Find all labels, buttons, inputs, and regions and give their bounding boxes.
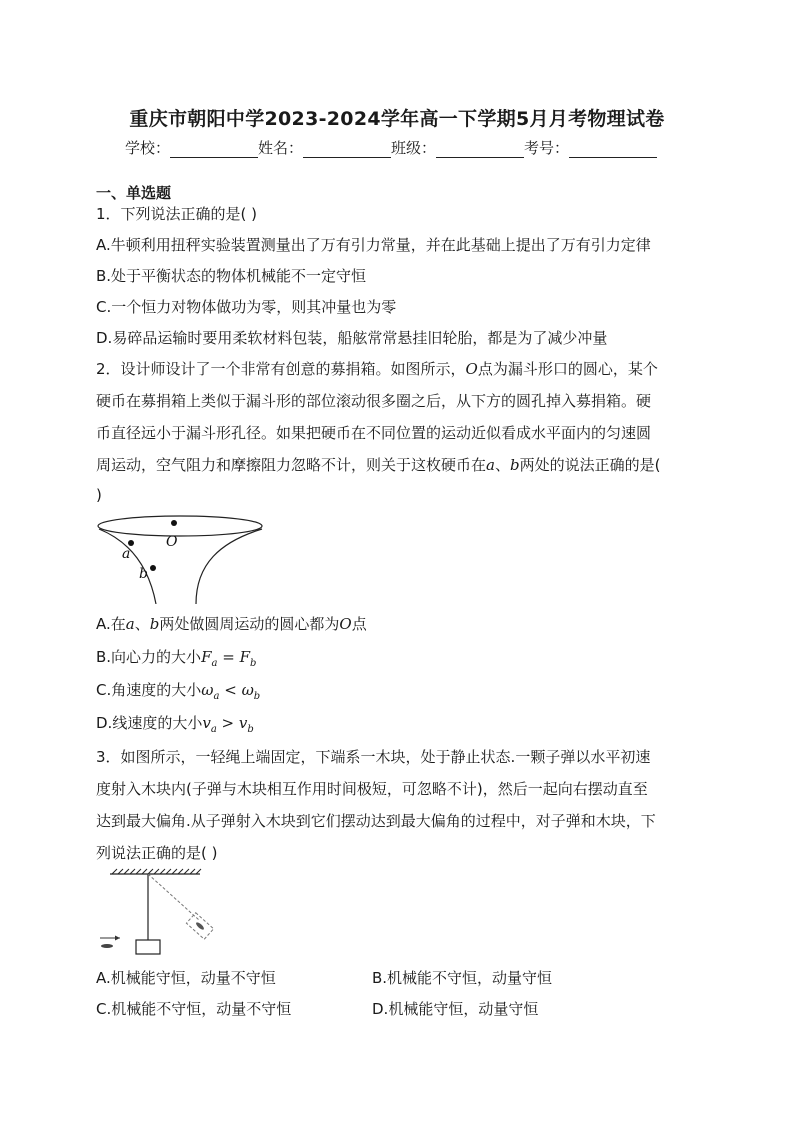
q1-option-c: C.一个恒力对物体做功为零，则其冲量也为零 bbox=[96, 298, 397, 316]
name-label: 姓名： bbox=[258, 139, 304, 157]
pendulum-figure bbox=[96, 868, 236, 956]
q2-option-b: B.向心力的大小$F_a = F_b$ bbox=[96, 648, 257, 669]
section-heading: 一、单选题 bbox=[96, 184, 172, 202]
funnel-right-wall bbox=[196, 529, 262, 604]
q3-option-b: B.机械能不守恒，动量守恒 bbox=[372, 969, 553, 987]
page-title: 重庆市朝阳中学2023-2024学年高一下学期5月月考物理试卷 bbox=[129, 108, 665, 130]
block-max-angle bbox=[186, 913, 213, 939]
school-blank bbox=[170, 141, 258, 158]
rope-max-angle bbox=[148, 874, 199, 920]
q3-option-d: D.机械能守恒，动量守恒 bbox=[372, 1000, 539, 1018]
wooden-block bbox=[136, 940, 160, 954]
q2-stem-line4: 周运动，空气阻力和摩擦阻力忽略不计，则关于这枚硬币在a、b两处的说法正确的是( bbox=[96, 456, 661, 474]
number-blank bbox=[569, 141, 657, 158]
number-label: 考号： bbox=[524, 139, 570, 157]
q2-stem-line1: 2．设计师设计了一个非常有创意的募捐箱。如图所示，O点为漏斗形口的圆心，某个 bbox=[96, 360, 658, 378]
q3-option-a: A.机械能守恒，动量不守恒 bbox=[96, 969, 276, 987]
velocity-arrowhead bbox=[115, 936, 120, 941]
class-blank bbox=[436, 141, 524, 158]
label-o: O bbox=[166, 534, 178, 550]
q3-stem-line4: 列说法正确的是( ) bbox=[96, 844, 218, 862]
center-point-o bbox=[171, 520, 177, 526]
q2-stem-line2: 硬币在募捐箱上类似于漏斗形的部位滚动很多圈之后，从下方的圆孔掉入募捐箱。硬 bbox=[96, 392, 652, 410]
student-info-row bbox=[125, 137, 657, 158]
q1-option-b: B.处于平衡状态的物体机械能不一定守恒 bbox=[96, 267, 367, 285]
q2-option-a: A.在a、b两处做圆周运动的圆心都为O点 bbox=[96, 615, 367, 633]
q3-option-c: C.机械能不守恒，动量不守恒 bbox=[96, 1000, 292, 1018]
q2-stem-line5: ) bbox=[96, 486, 102, 504]
q2-option-c: C.角速度的大小$\omega_a < \omega_b$ bbox=[96, 681, 261, 702]
ceiling-hatching bbox=[112, 869, 201, 874]
q3-stem-line3: 达到最大偏角.从子弹射入木块到它们摆动达到最大偏角的过程中，对子弹和木块，下 bbox=[96, 812, 656, 830]
coin-position-b bbox=[150, 565, 156, 571]
funnel-figure bbox=[96, 512, 276, 604]
label-b: b bbox=[139, 566, 148, 582]
bullet bbox=[101, 944, 113, 948]
q3-stem-line2: 度射入木块内(子弹与木块相互作用时间极短，可忽略不计)，然后一起向右摆动直至 bbox=[96, 780, 648, 798]
school-label: 学校： bbox=[125, 139, 171, 157]
q1-stem: 1．下列说法正确的是( ) bbox=[96, 205, 258, 223]
class-label: 班级： bbox=[391, 139, 437, 157]
q2-option-d: D.线速度的大小$v_a > v_b$ bbox=[96, 714, 254, 735]
q2-stem-line3: 币直径远小于漏斗形孔径。如果把硬币在不同位置的运动近似看成水平面内的匀速圆 bbox=[96, 424, 652, 442]
q3-stem-line1: 3．如图所示，一轻绳上端固定，下端系一木块，处于静止状态.一颗子弹以水平初速 bbox=[96, 748, 651, 766]
label-a: a bbox=[122, 546, 131, 562]
name-blank bbox=[303, 141, 391, 158]
funnel-rim bbox=[98, 516, 262, 536]
q1-option-d: D.易碎品运输时要用柔软材料包装，船舷常常悬挂旧轮胎，都是为了减少冲量 bbox=[96, 329, 608, 347]
q1-option-a: A.牛顿利用扭秤实验装置测量出了万有引力常量，并在此基础上提出了万有引力定律 bbox=[96, 236, 651, 254]
